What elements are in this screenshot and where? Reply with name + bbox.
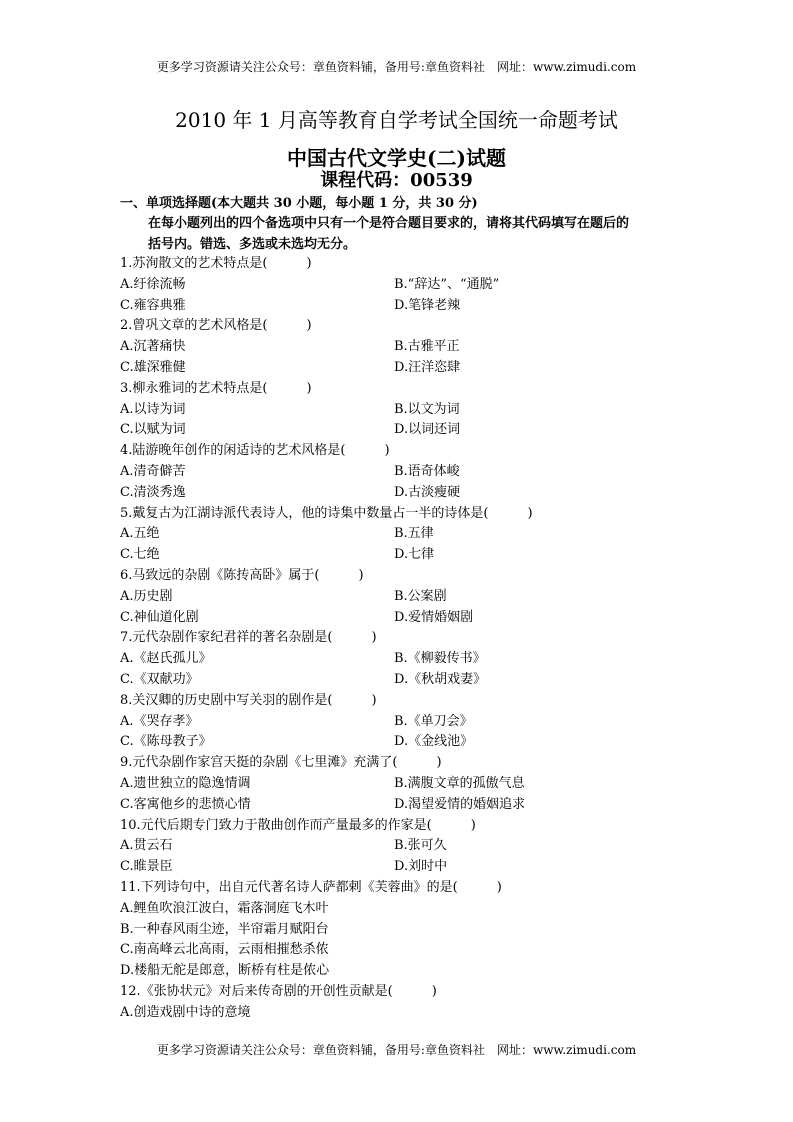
section-heading: 一、单项选择题(本大题共 30 小题，每小题 1 分，共 30 分) bbox=[120, 196, 478, 211]
question-stem: 5.戴复古为江湖诗派代表诗人，他的诗集中数量占一半的诗体是( ) bbox=[120, 505, 533, 521]
option-c: C.神仙道化剧 bbox=[120, 609, 199, 625]
option-row bbox=[120, 483, 680, 504]
option-d: D.《金线池》 bbox=[394, 734, 474, 750]
option-a: A.沉著痛快 bbox=[120, 339, 186, 355]
option-c: C.《陈母教子》 bbox=[120, 734, 212, 750]
option-b: B.五律 bbox=[394, 526, 434, 542]
option-c: C.南高峰云北高雨，云雨相摧愁杀侬 bbox=[120, 942, 329, 958]
option-row bbox=[120, 670, 680, 691]
option-row bbox=[120, 358, 680, 379]
question-stem: 6.马致远的杂剧《陈抟高卧》属于( ) bbox=[120, 567, 364, 583]
option-row bbox=[120, 524, 680, 545]
option-row bbox=[120, 587, 680, 608]
exam-title: 2010 年 1 月高等教育自学考试全国统一命题考试 bbox=[175, 108, 618, 132]
option-a: A.《赵氏孤儿》 bbox=[120, 651, 212, 667]
option-b: B.以文为词 bbox=[394, 401, 460, 417]
option-b: B.古雅平正 bbox=[394, 339, 460, 355]
option-b: B.公案剧 bbox=[394, 588, 447, 604]
option-row bbox=[120, 337, 680, 358]
question-stem: 12.《张协状元》对后来传奇剧的开创性贡献是( ) bbox=[120, 983, 437, 999]
option-d: D.古淡瘦硬 bbox=[394, 484, 461, 500]
option-b: B.张可久 bbox=[394, 838, 447, 854]
option-row bbox=[120, 795, 680, 816]
question-stem: 9.元代杂剧作家宫天挺的杂剧《七里滩》充满了( ) bbox=[120, 755, 442, 771]
question-stem: 8.关汉卿的历史剧中写关羽的剧作是( ) bbox=[120, 692, 377, 708]
course-code: 课程代码：00539 bbox=[320, 170, 473, 191]
option-c: C.以赋为词 bbox=[120, 422, 186, 438]
header-notice: 更多学习资源请关注公众号：章鱼资料铺，备用号:章鱼资料社 网址：www.zimudi.com bbox=[156, 60, 637, 74]
question-stem: 3.柳永雅词的艺术特点是( ) bbox=[120, 380, 312, 396]
question-stem: 10.元代后期专门致力于散曲创作而产量最多的作家是( ) bbox=[120, 817, 476, 833]
option-d: D.笔锋老辣 bbox=[394, 297, 461, 313]
section-instruction-line2: 括号内。错选、多选或未选均无分。 bbox=[148, 237, 357, 252]
footer-notice: 更多学习资源请关注公众号：章鱼资料铺，备用号:章鱼资料社 网址：www.zimudi.com bbox=[156, 1043, 637, 1057]
option-d: D.汪洋恣肆 bbox=[394, 359, 461, 375]
question-stem: 11.下列诗句中，出自元代著名诗人萨都剌《芙蓉曲》的是( ) bbox=[120, 879, 502, 895]
option-a: A.以诗为词 bbox=[120, 401, 186, 417]
option-a: A.五绝 bbox=[120, 526, 160, 542]
option-b: B.满腹文章的孤傲气息 bbox=[394, 775, 525, 791]
option-row bbox=[120, 649, 680, 670]
question-stem: 1.苏洵散文的艺术特点是( ) bbox=[120, 256, 312, 271]
option-row bbox=[120, 857, 680, 878]
option-row bbox=[120, 462, 680, 483]
option-c: C.雍容典雅 bbox=[120, 297, 186, 313]
option-row bbox=[120, 545, 680, 566]
option-c: C.清淡秀逸 bbox=[120, 484, 186, 500]
option-row bbox=[120, 712, 680, 733]
option-row bbox=[120, 774, 680, 795]
option-c: C.睢景臣 bbox=[120, 859, 173, 875]
question-list bbox=[120, 254, 680, 1023]
option-row bbox=[120, 608, 680, 629]
option-d: D.七律 bbox=[394, 547, 435, 563]
option-d: D.《秋胡戏妻》 bbox=[394, 671, 487, 687]
option-a: A.鲤鱼吹浪江波白，霜落洞庭飞木叶 bbox=[120, 900, 329, 916]
option-row bbox=[120, 836, 680, 857]
question-stem: 7.元代杂剧作家纪君祥的著名杂剧是( ) bbox=[120, 630, 377, 646]
option-row bbox=[120, 275, 680, 296]
option-a: A.贯云石 bbox=[120, 838, 173, 854]
subject-title: 中国古代文学史(二)试题 bbox=[287, 146, 506, 170]
option-a: A.纡徐流畅 bbox=[120, 276, 186, 292]
option-a: A.创造戏剧中诗的意境 bbox=[120, 1004, 251, 1020]
question-stem: 2.曾巩文章的艺术风格是( ) bbox=[120, 318, 312, 334]
question-stem: 4.陆游晚年创作的闲适诗的艺术风格是( ) bbox=[120, 443, 390, 459]
option-a: A.《哭存孝》 bbox=[120, 713, 199, 729]
option-b: B.《单刀会》 bbox=[394, 713, 473, 729]
option-row bbox=[120, 420, 680, 441]
section-instruction-line1: 在每小题列出的四个备选项中只有一个是符合题目要求的，请将其代码填写在题后的 bbox=[148, 216, 630, 231]
option-d: D.渴望爱情的婚姻追求 bbox=[394, 796, 526, 812]
option-a: A.遗世独立的隐逸情调 bbox=[120, 775, 251, 791]
option-row bbox=[120, 400, 680, 421]
option-c: C.雄深雅健 bbox=[120, 359, 186, 375]
option-row bbox=[120, 296, 680, 317]
option-b: B.“辞达”、“通脱” bbox=[394, 276, 500, 292]
option-d: D.楼船无舵是郎意，断桥有柱是侬心 bbox=[120, 963, 330, 979]
option-d: D.爱情婚姻剧 bbox=[394, 609, 474, 625]
option-c: C.《双献功》 bbox=[120, 671, 199, 687]
option-a: A.历史剧 bbox=[120, 588, 173, 604]
option-b: B.《柳毅传书》 bbox=[394, 651, 486, 667]
option-b: B.一种春风雨尘迹，半帘霜月赋阳台 bbox=[120, 921, 329, 937]
option-d: D.以词还词 bbox=[394, 422, 461, 438]
option-c: C.七绝 bbox=[120, 547, 160, 563]
option-a: A.清奇僻苦 bbox=[120, 463, 186, 479]
option-d: D.刘时中 bbox=[394, 859, 448, 875]
option-c: C.客寓他乡的悲愤心情 bbox=[120, 796, 251, 812]
option-b: B.语奇体峻 bbox=[394, 463, 460, 479]
option-row bbox=[120, 732, 680, 753]
